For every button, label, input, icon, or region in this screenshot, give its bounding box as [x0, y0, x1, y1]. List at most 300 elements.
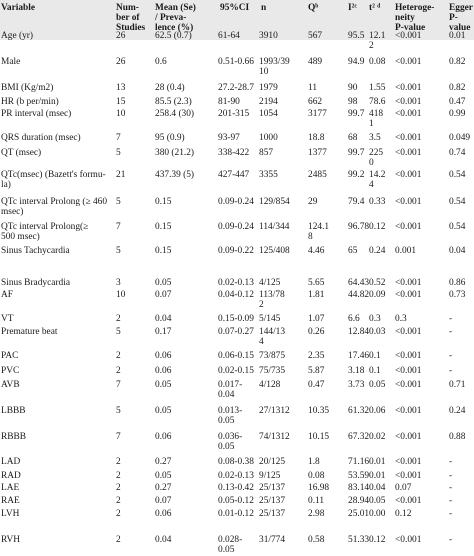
cell-t2: 0.08: [369, 57, 386, 67]
cell-ci-cont: 0.05: [218, 416, 235, 426]
cell-n: 1000: [259, 133, 278, 143]
cell-het: <0.001: [395, 535, 422, 545]
cell-t2-cont: 4: [369, 180, 374, 190]
cell-ci: 0.15-0.09: [218, 314, 254, 324]
cell-i2: 6.6: [348, 314, 360, 324]
header-het-1: Heteroge-: [395, 3, 435, 13]
cell-t2: 12.1: [369, 31, 386, 41]
cell-i2: 65: [348, 246, 358, 256]
cell-v: QT (msec): [1, 148, 42, 158]
cell-i2: 12.84: [348, 327, 370, 337]
cell-ci: 0.09-0.22: [218, 246, 254, 256]
cell-n: 5/145: [259, 314, 281, 324]
cell-q: 5.87: [308, 366, 325, 376]
cell-mean: 0.15: [155, 197, 172, 207]
header-number-2: ber of: [116, 13, 140, 23]
cell-het: <0.001: [395, 222, 422, 232]
cell-v: QRS duration (msec): [1, 133, 81, 143]
cell-v: QTc(msec) (Bazett's formu-: [1, 170, 106, 180]
cell-het: <0.001: [395, 290, 422, 300]
cell-mean: 258.4 (30): [155, 109, 195, 119]
cell-q: 2.35: [308, 351, 325, 361]
table-row: [0, 481, 474, 482]
header-ci: 95%CI: [220, 3, 250, 13]
cell-mean: 0.04: [155, 535, 172, 545]
cell-q-cont: 8: [308, 232, 313, 242]
cell-q: 1.8: [308, 457, 320, 467]
cell-ci: 0.036-: [218, 432, 243, 442]
cell-egg: 0.049: [449, 133, 471, 143]
cell-n: 25/137: [259, 483, 286, 493]
cell-num: 5: [116, 148, 121, 158]
cell-v: LBBB: [1, 406, 26, 416]
table-row: [0, 95, 474, 96]
cell-het: <0.001: [395, 57, 422, 67]
cell-het: <0.001: [395, 380, 422, 390]
table-row: [0, 455, 474, 456]
cell-t2: 3.5: [369, 133, 381, 143]
cell-t2: 225: [369, 148, 384, 158]
cell-ci: 0.013-: [218, 406, 243, 416]
table-row: [0, 312, 474, 313]
cell-egg: 0.01: [449, 31, 466, 41]
cell-n: 75/735: [259, 366, 286, 376]
cell-ci: 427-447: [218, 170, 250, 180]
cell-het: <0.001: [395, 432, 422, 442]
cell-het: <0.001: [395, 170, 422, 180]
cell-num: 2: [116, 509, 121, 519]
cell-t2: 0.02: [369, 432, 386, 442]
cell-egg: -: [449, 366, 453, 376]
cell-q: 10.15: [308, 432, 330, 442]
cell-i2: 3.73: [348, 380, 365, 390]
cell-q: 4.46: [308, 246, 325, 256]
cell-t2: 0.52: [369, 278, 386, 288]
cell-het: 0.001: [395, 246, 417, 256]
cell-n: 25/137: [259, 496, 286, 506]
cell-i2: 94.9: [348, 57, 365, 67]
table-row: [0, 81, 474, 82]
cell-egg: 0.73: [449, 290, 466, 300]
cell-n: 20/125: [259, 457, 286, 467]
header-number-3: Studies: [116, 23, 146, 33]
cell-mean: 28 (0.4): [155, 83, 185, 93]
table-row: [0, 146, 474, 147]
table-row: [0, 349, 474, 350]
cell-t2: 418: [369, 109, 384, 119]
cell-q: 0.11: [308, 496, 325, 506]
cell-het: <0.001: [395, 327, 422, 337]
cell-i2: 17.46: [348, 351, 370, 361]
cell-ci: 0.08-0.38: [218, 457, 254, 467]
cell-t2: 14.2: [369, 170, 386, 180]
cell-ci: 0.02-0.15: [218, 366, 254, 376]
cell-ci: 0.09-0.24: [218, 222, 254, 232]
cell-i2: 98: [348, 97, 358, 107]
cell-het: <0.001: [395, 351, 422, 361]
cell-ci: 61-64: [218, 31, 240, 41]
cell-v: AVB: [1, 380, 20, 390]
cell-t2: 0.04: [369, 483, 386, 493]
cell-v: LAD: [1, 457, 21, 467]
cell-n: 3355: [259, 170, 278, 180]
cell-mean: 85.5 (2.3): [155, 97, 192, 107]
cell-q: 567: [308, 31, 323, 41]
cell-num: 3: [116, 278, 121, 288]
cell-ci-cont: 0.05: [218, 442, 235, 452]
cell-t2: 0.00: [369, 509, 386, 519]
cell-v: RBBB: [1, 432, 27, 442]
cell-i2: 99.7: [348, 148, 365, 158]
cell-num: 21: [116, 170, 126, 180]
cell-n: 73/875: [259, 351, 286, 361]
cell-q: 18.8: [308, 133, 325, 143]
table-row: [0, 220, 474, 221]
cell-num: 7: [116, 222, 121, 232]
cell-mean: 0.06: [155, 432, 172, 442]
table-row: [0, 325, 474, 326]
cell-n-cont: 10: [259, 67, 269, 77]
cell-mean: 0.06: [155, 366, 172, 376]
cell-t2: 0.05: [369, 380, 386, 390]
cell-v: PR interval (msec): [1, 109, 72, 119]
cell-q: 0.47: [308, 380, 325, 390]
table-row: [0, 533, 474, 534]
cell-v: HR (b per/min): [1, 97, 59, 107]
table-row: [0, 378, 474, 379]
cell-het: <0.001: [395, 278, 422, 288]
cell-ci: 0.07-0.27: [218, 327, 254, 337]
cell-n: 144/13: [259, 327, 286, 337]
header-egger-1: Egger: [449, 3, 473, 13]
cell-ci: 0.04-0.12: [218, 290, 254, 300]
cell-n: 2194: [259, 97, 278, 107]
cell-n: 129/854: [259, 197, 290, 207]
cell-het: <0.001: [395, 457, 422, 467]
cell-q: 1.07: [308, 314, 325, 324]
table-row: [0, 244, 474, 245]
cell-mean: 380 (21.2): [155, 148, 195, 158]
header-i2: I²ᶜ: [348, 3, 357, 13]
cell-v: AF: [1, 290, 13, 300]
cell-mean: 0.6: [155, 57, 167, 67]
cell-q: 124.1: [308, 222, 330, 232]
cell-q: 0.08: [308, 471, 325, 481]
table-row: [0, 494, 474, 495]
cell-mean: 0.17: [155, 327, 172, 337]
cell-het: <0.001: [395, 406, 422, 416]
cell-t2: 0.06: [369, 406, 386, 416]
cell-ci: 0.02-0.13: [218, 278, 254, 288]
cell-mean: 0.27: [155, 483, 172, 493]
cell-ci: 0.05-0.12: [218, 496, 254, 506]
cell-mean: 437.39 (5): [155, 170, 195, 180]
cell-q: 11: [308, 83, 318, 93]
cell-i2: 90: [348, 83, 358, 93]
cell-i2: 99.7: [348, 109, 365, 119]
cell-t2: 0.12: [369, 535, 386, 545]
cell-t2: 0.12: [369, 222, 386, 232]
cell-ci: 0.51-0.66: [218, 57, 254, 67]
cell-het: 0.3: [395, 314, 407, 324]
cell-num: 5: [116, 327, 121, 337]
cell-n: 3910: [259, 31, 278, 41]
cell-ci: 0.09-0.24: [218, 197, 254, 207]
cell-num: 15: [116, 97, 126, 107]
cell-q: 662: [308, 97, 323, 107]
cell-ci: 27.2-28.7: [218, 83, 254, 93]
cell-n: 1054: [259, 109, 278, 119]
cell-ci: 0.02-0.13: [218, 471, 254, 481]
cell-n: 31/774: [259, 535, 286, 545]
cell-t2: 0.33: [369, 197, 386, 207]
header-egger-2: P-: [449, 13, 458, 23]
cell-num: 10: [116, 290, 126, 300]
cell-q: 2485: [308, 170, 327, 180]
cell-egg: -: [449, 327, 453, 337]
cell-mean: 0.05: [155, 278, 172, 288]
cell-t2: 0.03: [369, 327, 386, 337]
header-number-1: Num-: [116, 3, 139, 13]
header-q: Qᵇ: [308, 3, 319, 13]
cell-egg: 0.99: [449, 109, 466, 119]
table-row: [0, 276, 474, 277]
cell-n: 9/125: [259, 471, 281, 481]
cell-i2: 3.18: [348, 366, 365, 376]
cell-het: 0.12: [395, 509, 412, 519]
cell-ci: 0.06-0.15: [218, 351, 254, 361]
cell-num: 26: [116, 31, 126, 41]
cell-t2: 0.09: [369, 290, 386, 300]
cell-v: RAE: [1, 496, 20, 506]
cell-v: Age (yr): [1, 31, 34, 41]
cell-egg: 0.04: [449, 246, 466, 256]
header-het-2: neity: [395, 13, 415, 23]
cell-t2: 0.01: [369, 457, 386, 467]
cell-i2: 71.16: [348, 457, 370, 467]
header-egger-3: value: [449, 23, 471, 33]
table-row: [0, 507, 474, 508]
cell-num: 26: [116, 57, 126, 67]
cell-v: Sinus Tachycardia: [1, 246, 70, 256]
table-row: [0, 168, 474, 169]
cell-egg: -: [449, 496, 453, 506]
cell-ci-cont: 0.05: [218, 545, 235, 555]
cell-mean: 0.15: [155, 246, 172, 256]
cell-egg: 0.54: [449, 197, 466, 207]
cell-ci: 0.028-: [218, 535, 243, 545]
cell-num: 2: [116, 457, 121, 467]
table-row: [0, 107, 474, 108]
table-row: [0, 288, 474, 289]
cell-mean: 0.05: [155, 406, 172, 416]
cell-egg: 0.86: [449, 278, 466, 288]
cell-egg: 0.54: [449, 170, 466, 180]
table-row: [0, 430, 474, 431]
header-variable: Variable: [1, 3, 36, 13]
cell-mean: 0.07: [155, 496, 172, 506]
cell-ci: 338-422: [218, 148, 250, 158]
cell-i2: 28.94: [348, 496, 370, 506]
cell-i2: 61.32: [348, 406, 370, 416]
cell-het: <0.001: [395, 31, 422, 41]
cell-i2: 25.01: [348, 509, 370, 519]
cell-mean: 0.05: [155, 380, 172, 390]
cell-egg: -: [449, 471, 453, 481]
cell-mean: 0.06: [155, 351, 172, 361]
cell-i2: 44.82: [348, 290, 370, 300]
cell-egg: -: [449, 314, 453, 324]
cell-v: Premature beat: [1, 327, 58, 337]
cell-t2-cont: 0: [369, 158, 374, 168]
cell-v: Sinus Bradycardia: [1, 278, 70, 288]
cell-num: 7: [116, 133, 121, 143]
cell-t2: 0.1: [369, 351, 381, 361]
cell-i2: 68: [348, 133, 358, 143]
cell-v-cont: msec): [1, 207, 24, 217]
cell-egg: -: [449, 509, 453, 519]
header-mean-3: lence (%): [155, 23, 194, 33]
cell-t2: 78.6: [369, 97, 386, 107]
cell-n: 25/137: [259, 509, 286, 519]
cell-num: 13: [116, 83, 126, 93]
cell-t2: 0.3: [369, 314, 381, 324]
cell-n-cont: 2: [259, 300, 264, 310]
cell-n: 4/125: [259, 278, 281, 288]
cell-i2: 53.59: [348, 471, 370, 481]
cell-v: QTc interval Prolong (≥ 460: [1, 197, 108, 207]
cell-n: 27/1312: [259, 406, 290, 416]
cell-num: 2: [116, 366, 121, 376]
cell-v: QTc interval Prolong(≥: [1, 222, 89, 232]
cell-egg: 0.82: [449, 57, 466, 67]
header-het-3: P-value: [395, 23, 426, 33]
cell-v: PVC: [1, 366, 20, 376]
cell-egg: 0.47: [449, 97, 466, 107]
cell-t2-cont: 1: [369, 119, 374, 129]
table-row: [0, 195, 474, 196]
cell-num: 5: [116, 197, 121, 207]
cell-n: 857: [259, 148, 274, 158]
cell-n: 1979: [259, 83, 278, 93]
header-t2: t² ᵈ: [369, 3, 381, 13]
cell-ci: 0.01-0.12: [218, 509, 254, 519]
cell-v: LAE: [1, 483, 20, 493]
cell-n: 114/344: [259, 222, 290, 232]
cell-het: 0.07: [395, 483, 412, 493]
table-row: [0, 131, 474, 132]
cell-het: <0.001: [395, 148, 422, 158]
cell-mean: 0.15: [155, 222, 172, 232]
cell-num: 2: [116, 535, 121, 545]
cell-i2: 99.2: [348, 170, 365, 180]
cell-num: 5: [116, 406, 121, 416]
cell-q: 16.98: [308, 483, 330, 493]
header-mean-1: Mean (Se): [155, 3, 196, 13]
cell-num: 2: [116, 496, 121, 506]
cell-mean: 0.06: [155, 509, 172, 519]
cell-q: 1.81: [308, 290, 325, 300]
cell-egg: 0.54: [449, 222, 466, 232]
cell-i2: 79.4: [348, 197, 365, 207]
cell-q: 5.65: [308, 278, 325, 288]
cell-het: <0.001: [395, 471, 422, 481]
cell-het: <0.001: [395, 133, 422, 143]
cell-i2: 67.32: [348, 432, 370, 442]
cell-ci: 93-97: [218, 133, 240, 143]
cell-q: 0.26: [308, 327, 325, 337]
cell-t2: 0.01: [369, 471, 386, 481]
cell-t2: 0.24: [369, 246, 386, 256]
table-row: [0, 364, 474, 365]
cell-het: <0.001: [395, 197, 422, 207]
cell-ci: 0.017-: [218, 380, 243, 390]
cell-n: 74/1312: [259, 432, 290, 442]
cell-t2: 0.1: [369, 366, 381, 376]
cell-num: 5: [116, 246, 121, 256]
cell-t2-cont: 2: [369, 41, 374, 51]
cell-q: 3177: [308, 109, 327, 119]
cell-ci-cont: 0.04: [218, 390, 235, 400]
cell-v: VT: [1, 314, 14, 324]
cell-egg: -: [449, 535, 453, 545]
cell-q: 29: [308, 197, 318, 207]
cell-n: 4/128: [259, 380, 281, 390]
cell-q: 0.58: [308, 535, 325, 545]
cell-het: <0.001: [395, 97, 422, 107]
cell-v: LVH: [1, 509, 20, 519]
cell-num: 2: [116, 483, 121, 493]
cell-q: 2.98: [308, 509, 325, 519]
cell-num: 7: [116, 432, 121, 442]
cell-mean: 0.27: [155, 457, 172, 467]
cell-v-cont: 500 msec): [1, 232, 40, 242]
cell-het: <0.001: [395, 83, 422, 93]
cell-num: 2: [116, 314, 121, 324]
cell-v: BMI (Kg/m2): [1, 83, 54, 93]
cell-i2: 83.14: [348, 483, 370, 493]
header-n: n: [261, 3, 267, 13]
cell-ci: 81-90: [218, 97, 240, 107]
table-row: [0, 404, 474, 405]
cell-v: Male: [1, 57, 21, 67]
cell-t2: 0.05: [369, 496, 386, 506]
cell-v: PAC: [1, 351, 19, 361]
header-mean-2: / Preva-: [155, 13, 187, 23]
cell-egg: 0.24: [449, 406, 466, 416]
cell-egg: 0.82: [449, 83, 466, 93]
cell-q: 1377: [308, 148, 327, 158]
cell-i2: 95.5: [348, 31, 365, 41]
cell-num: 7: [116, 380, 121, 390]
cell-mean: 0.07: [155, 290, 172, 300]
cell-het: <0.001: [395, 109, 422, 119]
cell-num: 10: [116, 109, 126, 119]
cell-i2: 96.78: [348, 222, 370, 232]
cell-het: <0.001: [395, 496, 422, 506]
cell-mean: 0.04: [155, 314, 172, 324]
cell-het: <0.001: [395, 366, 422, 376]
table-row: [0, 29, 474, 30]
cell-egg: -: [449, 457, 453, 467]
cell-egg: 0.71: [449, 380, 466, 390]
cell-i2: 64.43: [348, 278, 370, 288]
cell-q: 489: [308, 57, 323, 67]
table-row: [0, 469, 474, 470]
cell-t2: 1.55: [369, 83, 386, 93]
cell-egg: 0.74: [449, 148, 466, 158]
cell-v: RAD: [1, 471, 21, 481]
